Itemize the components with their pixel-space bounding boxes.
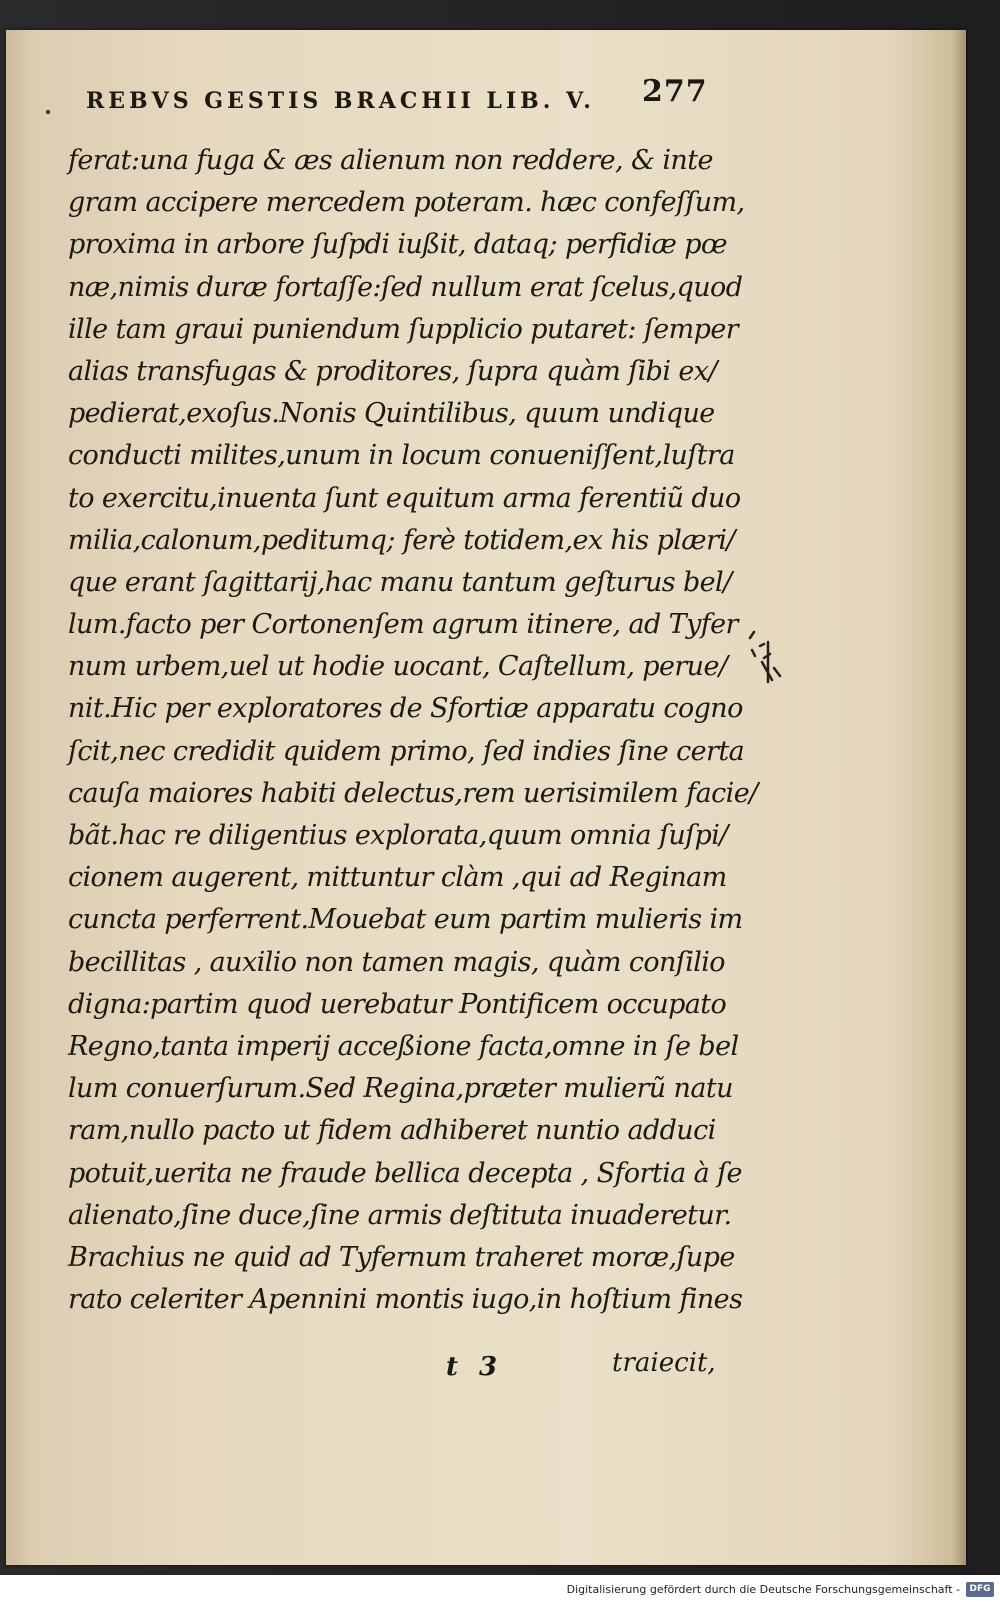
text-line: cuncta perferrent.Mouebat eum partim mulieris im (68, 904, 743, 936)
text-line: digna:partim quod uerebatur Pontificem occupato (68, 988, 727, 1020)
text-block (68, 140, 758, 1321)
text-line: ſcit,nec credidit quidem primo, ſed indies ſine certa (68, 735, 745, 767)
text-line: bãt.hac re diligentius explorata,quum omnia ſuſpi/ (68, 820, 728, 851)
text-line: pedierat,exoſus.Nonis Quintilibus, quum undique (68, 398, 715, 430)
book-page (6, 30, 966, 1565)
text-line: lum conuerſurum.Sed Regina,præter mulierũ natu (68, 1073, 733, 1105)
page-edge-shadow (952, 30, 966, 1565)
text-line: lum.facto per Cortonenſem agrum itinere, ad Tyfer (68, 609, 738, 641)
footer-bar (0, 1575, 1000, 1605)
text-line: num urbem,uel ut hodie uocant, Caſtellum, perue/ (68, 651, 728, 683)
text-line: ferat:una fuga & æs alienum non reddere, & inte (68, 145, 713, 176)
text-line: proxima in arbore ſuſpdi iußit, dataq; perfidiæ pœ (68, 229, 728, 261)
text-line: alienato,ſine duce,ſine armis deſtituta inuaderetur. (68, 1199, 732, 1231)
text-line: becillitas , auxilio non tamen magis, quàm conſilio (68, 946, 725, 978)
marginal-ink-mark-icon (746, 628, 790, 688)
text-line: ille tam graui puniendum ſupplicio putaret: ſemper (68, 313, 739, 345)
text-line: alias transfugas & proditores, ſupra quàm ſibi ex/ (68, 355, 717, 387)
footer-credit: Digitalisierung gefördert durch die Deutsche Forschungsgemeinschaft - (566, 1583, 960, 1596)
text-line: to exercitu,inuenta ſunt equitum arma ferentiũ duo (68, 482, 741, 514)
running-head (86, 82, 706, 122)
ink-speck (46, 110, 50, 114)
text-line: ram,nullo pacto ut fidem adhiberet nuntio adduci (68, 1115, 716, 1147)
text-line: que erant ſagittarij,hac manu tantum geſturus bel/ (68, 566, 732, 598)
text-line: gram accipere mercedem poteram. hæc confeſſum, (68, 187, 745, 219)
text-line: cauſa maiores habiti delectus,rem uerisimilem facie/ (68, 777, 758, 809)
running-title: REBVS GESTIS BRACHII LIB. V. (86, 88, 595, 114)
text-line: næ,nimis duræ fortaſſe:ſed nullum erat ſcelus,quod (68, 271, 743, 303)
catchword: traiecit, (612, 1348, 716, 1378)
folio-number: 277 (642, 74, 708, 109)
dfg-logo: DFG (966, 1582, 994, 1597)
text-line: Brachius ne quid ad Tyfernum traheret moræ,ſupe (68, 1241, 735, 1273)
text-line: conducti milites,unum in locum conueniſſent,luſtra (68, 440, 735, 472)
signature-mark: t 3 (446, 1352, 504, 1382)
text-line: nit.Hic per exploratores de Sfortiæ apparatu cogno (68, 693, 743, 725)
text-line: potuit,uerita ne fraude bellica decepta , Sfortia à ſe (68, 1157, 742, 1189)
text-line: milia,calonum,peditumq; ferè totidem,ex his plæri/ (68, 524, 735, 556)
text-line: Regno,tanta imperij acceßione facta,omne in ſe bel (68, 1030, 739, 1062)
text-line: rato celeriter Apennini montis iugo,in hoſtium fines (68, 1284, 743, 1316)
text-line: cionem augerent, mittuntur clàm ,qui ad Reginam (68, 862, 727, 894)
